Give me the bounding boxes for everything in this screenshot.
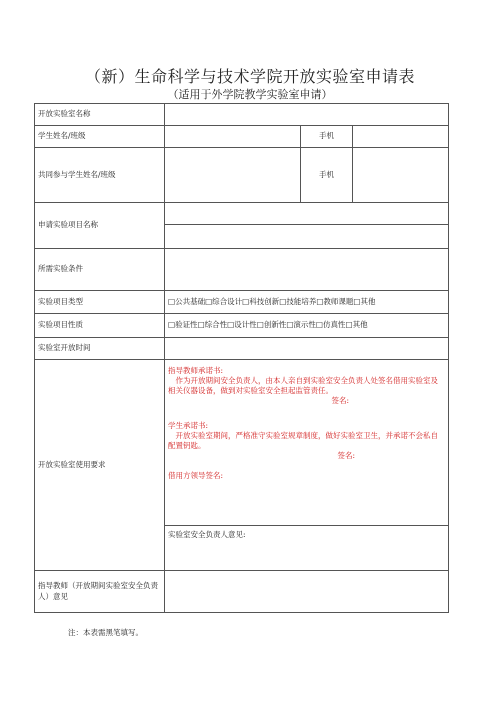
student-commitment-title: 学生承诺书: [168, 420, 209, 430]
form-title: （新）生命科学与技术学院开放实验室申请表 [84, 67, 415, 86]
row-conditions [35, 249, 449, 291]
label-phone: 手机 [301, 126, 353, 148]
label-open-time: 实验室开放时间 [35, 338, 165, 360]
field-open-time[interactable] [165, 338, 449, 360]
field-project-name-2[interactable] [165, 225, 449, 249]
commitments-block [165, 360, 449, 526]
row-co-participants [35, 148, 449, 203]
field-project-name-1[interactable] [165, 203, 449, 225]
label-co-phone: 手机 [301, 148, 353, 203]
label-project-type: 实验项目类型 [35, 291, 165, 314]
application-form-table [34, 103, 449, 613]
row-usage-commitments [35, 360, 449, 526]
safety-officer-opinion[interactable]: 实验室安全负责人意见: [165, 526, 449, 571]
label-lab-name: 开放实验室名称 [35, 104, 165, 126]
row-lab-name [35, 104, 449, 126]
footnote: 注：本表需黑笔填写。 [68, 628, 143, 637]
label-conditions: 所需实验条件 [35, 249, 165, 291]
borrower-leader-sign-label[interactable]: 借用方领导签名: [168, 471, 224, 480]
label-usage-req: 开放实验室使用要求 [35, 360, 165, 571]
row-student [35, 126, 449, 148]
teacher-commitment-title: 指导教师承诺书: [168, 366, 224, 375]
field-conditions[interactable] [165, 249, 449, 291]
project-nature-options[interactable]: □验证性□综合性□设计性□创新性□演示性□仿真性□其他 [165, 314, 449, 338]
row-advisor-opinion [35, 571, 449, 613]
label-project-name: 申请实验项目名称 [35, 203, 165, 249]
label-advisor-opinion: 指导教师（开放期间实验室安全负责人）意见 [35, 571, 165, 613]
field-co-participants[interactable] [165, 148, 301, 203]
row-project-type [35, 291, 449, 314]
field-co-phone[interactable] [353, 148, 449, 203]
field-student-name[interactable] [165, 126, 301, 148]
teacher-sign-label[interactable]: 签名: [331, 396, 350, 406]
label-student-name: 学生姓名/班级 [35, 126, 165, 148]
teacher-commitment-text: 作为开放期间安全负责人，由本人亲自到实验室安全负责人处签名借用实验室及相关仪器设备，做到对实验室安全担起监管责任。 [168, 376, 438, 396]
form-subtitle: （适用于外学院教学实验室申请） [167, 88, 333, 101]
label-co-participants: 共同参与学生姓名/班级 [35, 148, 165, 203]
student-sign-label[interactable]: 签名: [337, 450, 356, 460]
row-open-time [35, 338, 449, 360]
row-project-name-a [35, 203, 449, 225]
row-project-nature [35, 314, 449, 338]
field-lab-name[interactable] [165, 104, 449, 126]
student-commitment-text: 开放实验室期间，严格准守实验室规章制度，做好实验室卫生，并承诺不会私自配置钥匙。 [168, 430, 438, 450]
label-project-nature: 实验项目性质 [35, 314, 165, 338]
project-type-options[interactable]: □公共基础□综合设计□科技创新□技能培养□教师课题□其他 [165, 291, 449, 314]
field-advisor-opinion[interactable] [165, 571, 449, 613]
field-phone[interactable] [353, 126, 449, 148]
